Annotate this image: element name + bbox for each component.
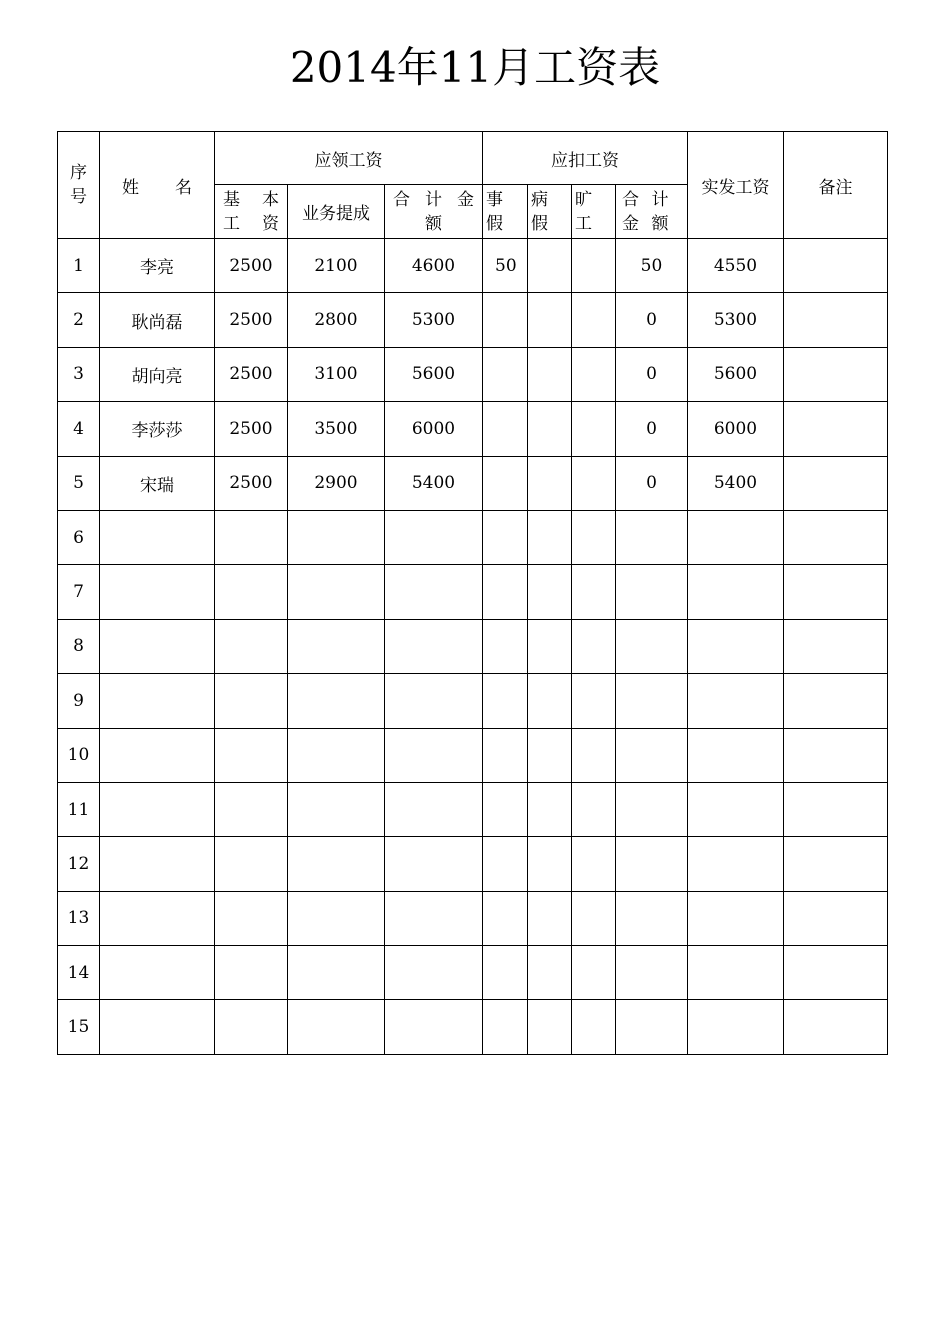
absence-cell: [572, 456, 616, 510]
seq-cell: 15: [58, 1000, 100, 1054]
absence-cell: [572, 402, 616, 456]
sick-leave-cell: [528, 782, 572, 836]
personal-leave-cell: [483, 728, 528, 782]
net-pay-cell: [688, 837, 784, 891]
personal-leave-cell: [483, 293, 528, 347]
base-pay-cell: [215, 782, 288, 836]
earned-total-cell: [385, 510, 483, 564]
personal-leave-cell: [483, 1000, 528, 1054]
earned-total-cell: [385, 891, 483, 945]
earned-total-cell: [385, 565, 483, 619]
seq-cell: 8: [58, 619, 100, 673]
remark-cell: [784, 402, 888, 456]
net-pay-cell: [688, 565, 784, 619]
personal-leave-cell: [483, 402, 528, 456]
deduct-total-cell: [616, 565, 688, 619]
net-pay-cell: [688, 1000, 784, 1054]
remark-cell: [784, 565, 888, 619]
deduct-total-cell: [616, 728, 688, 782]
deduct-total-cell: [616, 619, 688, 673]
seq-cell: 9: [58, 674, 100, 728]
remark-cell: [784, 293, 888, 347]
absence-cell: [572, 674, 616, 728]
commission-cell: 3500: [288, 402, 385, 456]
earned-total-cell: 5600: [385, 347, 483, 401]
commission-cell: [288, 728, 385, 782]
base-pay-cell: 2500: [215, 347, 288, 401]
commission-cell: [288, 674, 385, 728]
base-pay-cell: [215, 1000, 288, 1054]
header-seq: 序 号: [58, 132, 100, 239]
base-pay-cell: [215, 565, 288, 619]
sick-leave-cell: [528, 946, 572, 1000]
personal-leave-cell: [483, 674, 528, 728]
commission-cell: 2100: [288, 239, 385, 293]
seq-cell: 3: [58, 347, 100, 401]
table-row: [58, 619, 888, 673]
page-title: 2014年11月工资表: [289, 43, 661, 92]
sick-leave-cell: [528, 728, 572, 782]
table-row: [58, 728, 888, 782]
salary-table: [57, 131, 888, 1055]
table-row: [58, 837, 888, 891]
header-earned-total: 合 计 金 额: [385, 185, 483, 239]
personal-leave-cell: [483, 837, 528, 891]
seq-cell: 1: [58, 239, 100, 293]
table-row: [58, 565, 888, 619]
earned-total-cell: [385, 782, 483, 836]
table-row: [58, 239, 888, 293]
table-row: [58, 402, 888, 456]
commission-cell: [288, 782, 385, 836]
commission-cell: [288, 565, 385, 619]
commission-cell: [288, 619, 385, 673]
table-row: [58, 347, 888, 401]
seq-cell: 14: [58, 946, 100, 1000]
deduct-total-cell: 50: [616, 239, 688, 293]
commission-cell: 3100: [288, 347, 385, 401]
personal-leave-cell: [483, 510, 528, 564]
deduct-total-cell: 0: [616, 402, 688, 456]
name-cell: [100, 837, 215, 891]
personal-leave-cell: [483, 347, 528, 401]
net-pay-cell: [688, 619, 784, 673]
header-absence: 旷 工: [572, 185, 616, 239]
net-pay-cell: 5300: [688, 293, 784, 347]
deduct-total-cell: [616, 891, 688, 945]
seq-cell: 11: [58, 782, 100, 836]
name-cell: [100, 1000, 215, 1054]
remark-cell: [784, 674, 888, 728]
deduct-total-cell: [616, 946, 688, 1000]
deduct-total-cell: [616, 782, 688, 836]
absence-cell: [572, 510, 616, 564]
deduct-total-cell: [616, 674, 688, 728]
header-deduct-group: 应扣工资: [483, 132, 688, 185]
sick-leave-cell: [528, 347, 572, 401]
commission-cell: 2800: [288, 293, 385, 347]
commission-cell: [288, 510, 385, 564]
commission-cell: [288, 891, 385, 945]
header-net-pay: 实发工资: [688, 132, 784, 239]
deduct-total-cell: [616, 837, 688, 891]
net-pay-cell: 5600: [688, 347, 784, 401]
name-cell: [100, 619, 215, 673]
commission-cell: [288, 837, 385, 891]
net-pay-cell: 6000: [688, 402, 784, 456]
table-row: [58, 510, 888, 564]
table-row: [58, 946, 888, 1000]
remark-cell: [784, 946, 888, 1000]
header-deduct-total: 合 计 金 额: [616, 185, 688, 239]
seq-cell: 5: [58, 456, 100, 510]
earned-total-cell: [385, 728, 483, 782]
absence-cell: [572, 891, 616, 945]
net-pay-cell: 4550: [688, 239, 784, 293]
header-personal-leave: 事 假: [483, 185, 528, 239]
sick-leave-cell: [528, 456, 572, 510]
net-pay-cell: [688, 674, 784, 728]
header-remark: 备注: [784, 132, 888, 239]
sick-leave-cell: [528, 239, 572, 293]
sick-leave-cell: [528, 565, 572, 619]
base-pay-cell: [215, 837, 288, 891]
header-base-pay: 基 本 工 资: [215, 185, 288, 239]
absence-cell: [572, 728, 616, 782]
base-pay-cell: [215, 891, 288, 945]
seq-cell: 7: [58, 565, 100, 619]
base-pay-cell: 2500: [215, 293, 288, 347]
table-row: [58, 782, 888, 836]
personal-leave-cell: [483, 565, 528, 619]
net-pay-cell: [688, 891, 784, 945]
sick-leave-cell: [528, 674, 572, 728]
net-pay-cell: [688, 728, 784, 782]
remark-cell: [784, 347, 888, 401]
seq-cell: 13: [58, 891, 100, 945]
table-row: [58, 456, 888, 510]
personal-leave-cell: 50: [483, 239, 528, 293]
earned-total-cell: 6000: [385, 402, 483, 456]
name-cell: 李亮: [100, 239, 215, 293]
personal-leave-cell: [483, 619, 528, 673]
earned-total-cell: 5300: [385, 293, 483, 347]
seq-cell: 2: [58, 293, 100, 347]
deduct-total-cell: [616, 510, 688, 564]
earned-total-cell: [385, 1000, 483, 1054]
earned-total-cell: [385, 619, 483, 673]
name-cell: [100, 782, 215, 836]
earned-total-cell: 5400: [385, 456, 483, 510]
base-pay-cell: [215, 674, 288, 728]
sick-leave-cell: [528, 837, 572, 891]
base-pay-cell: [215, 619, 288, 673]
seq-cell: 10: [58, 728, 100, 782]
sick-leave-cell: [528, 619, 572, 673]
seq-cell: 6: [58, 510, 100, 564]
remark-cell: [784, 891, 888, 945]
absence-cell: [572, 239, 616, 293]
remark-cell: [784, 239, 888, 293]
personal-leave-cell: [483, 891, 528, 945]
earned-total-cell: 4600: [385, 239, 483, 293]
commission-cell: 2900: [288, 456, 385, 510]
remark-cell: [784, 510, 888, 564]
name-cell: 李莎莎: [100, 402, 215, 456]
absence-cell: [572, 293, 616, 347]
commission-cell: [288, 1000, 385, 1054]
base-pay-cell: 2500: [215, 402, 288, 456]
base-pay-cell: [215, 510, 288, 564]
deduct-total-cell: 0: [616, 456, 688, 510]
header-commission: 业务提成: [288, 185, 385, 239]
commission-cell: [288, 946, 385, 1000]
seq-cell: 12: [58, 837, 100, 891]
name-cell: [100, 674, 215, 728]
earned-total-cell: [385, 837, 483, 891]
seq-cell: 4: [58, 402, 100, 456]
absence-cell: [572, 619, 616, 673]
name-cell: [100, 565, 215, 619]
sick-leave-cell: [528, 891, 572, 945]
personal-leave-cell: [483, 782, 528, 836]
base-pay-cell: [215, 728, 288, 782]
sick-leave-cell: [528, 510, 572, 564]
name-cell: [100, 510, 215, 564]
table-row: [58, 891, 888, 945]
sick-leave-cell: [528, 1000, 572, 1054]
absence-cell: [572, 347, 616, 401]
remark-cell: [784, 456, 888, 510]
sick-leave-cell: [528, 402, 572, 456]
remark-cell: [784, 1000, 888, 1054]
absence-cell: [572, 782, 616, 836]
net-pay-cell: [688, 782, 784, 836]
earned-total-cell: [385, 674, 483, 728]
remark-cell: [784, 728, 888, 782]
table-row: [58, 674, 888, 728]
sick-leave-cell: [528, 293, 572, 347]
absence-cell: [572, 565, 616, 619]
personal-leave-cell: [483, 456, 528, 510]
base-pay-cell: 2500: [215, 239, 288, 293]
name-cell: [100, 891, 215, 945]
remark-cell: [784, 782, 888, 836]
deduct-total-cell: 0: [616, 347, 688, 401]
header-sick-leave: 病 假: [528, 185, 572, 239]
base-pay-cell: [215, 946, 288, 1000]
table-row: [58, 293, 888, 347]
net-pay-cell: 5400: [688, 456, 784, 510]
absence-cell: [572, 837, 616, 891]
earned-total-cell: [385, 946, 483, 1000]
name-cell: 宋瑞: [100, 456, 215, 510]
absence-cell: [572, 946, 616, 1000]
remark-cell: [784, 837, 888, 891]
remark-cell: [784, 619, 888, 673]
header-earned-group: 应领工资: [215, 132, 483, 185]
net-pay-cell: [688, 946, 784, 1000]
name-cell: [100, 728, 215, 782]
deduct-total-cell: 0: [616, 293, 688, 347]
header-name: 姓 名: [100, 132, 215, 239]
base-pay-cell: 2500: [215, 456, 288, 510]
personal-leave-cell: [483, 946, 528, 1000]
table-row: [58, 1000, 888, 1054]
absence-cell: [572, 1000, 616, 1054]
name-cell: [100, 946, 215, 1000]
name-cell: 耿尚磊: [100, 293, 215, 347]
name-cell: 胡向亮: [100, 347, 215, 401]
deduct-total-cell: [616, 1000, 688, 1054]
net-pay-cell: [688, 510, 784, 564]
